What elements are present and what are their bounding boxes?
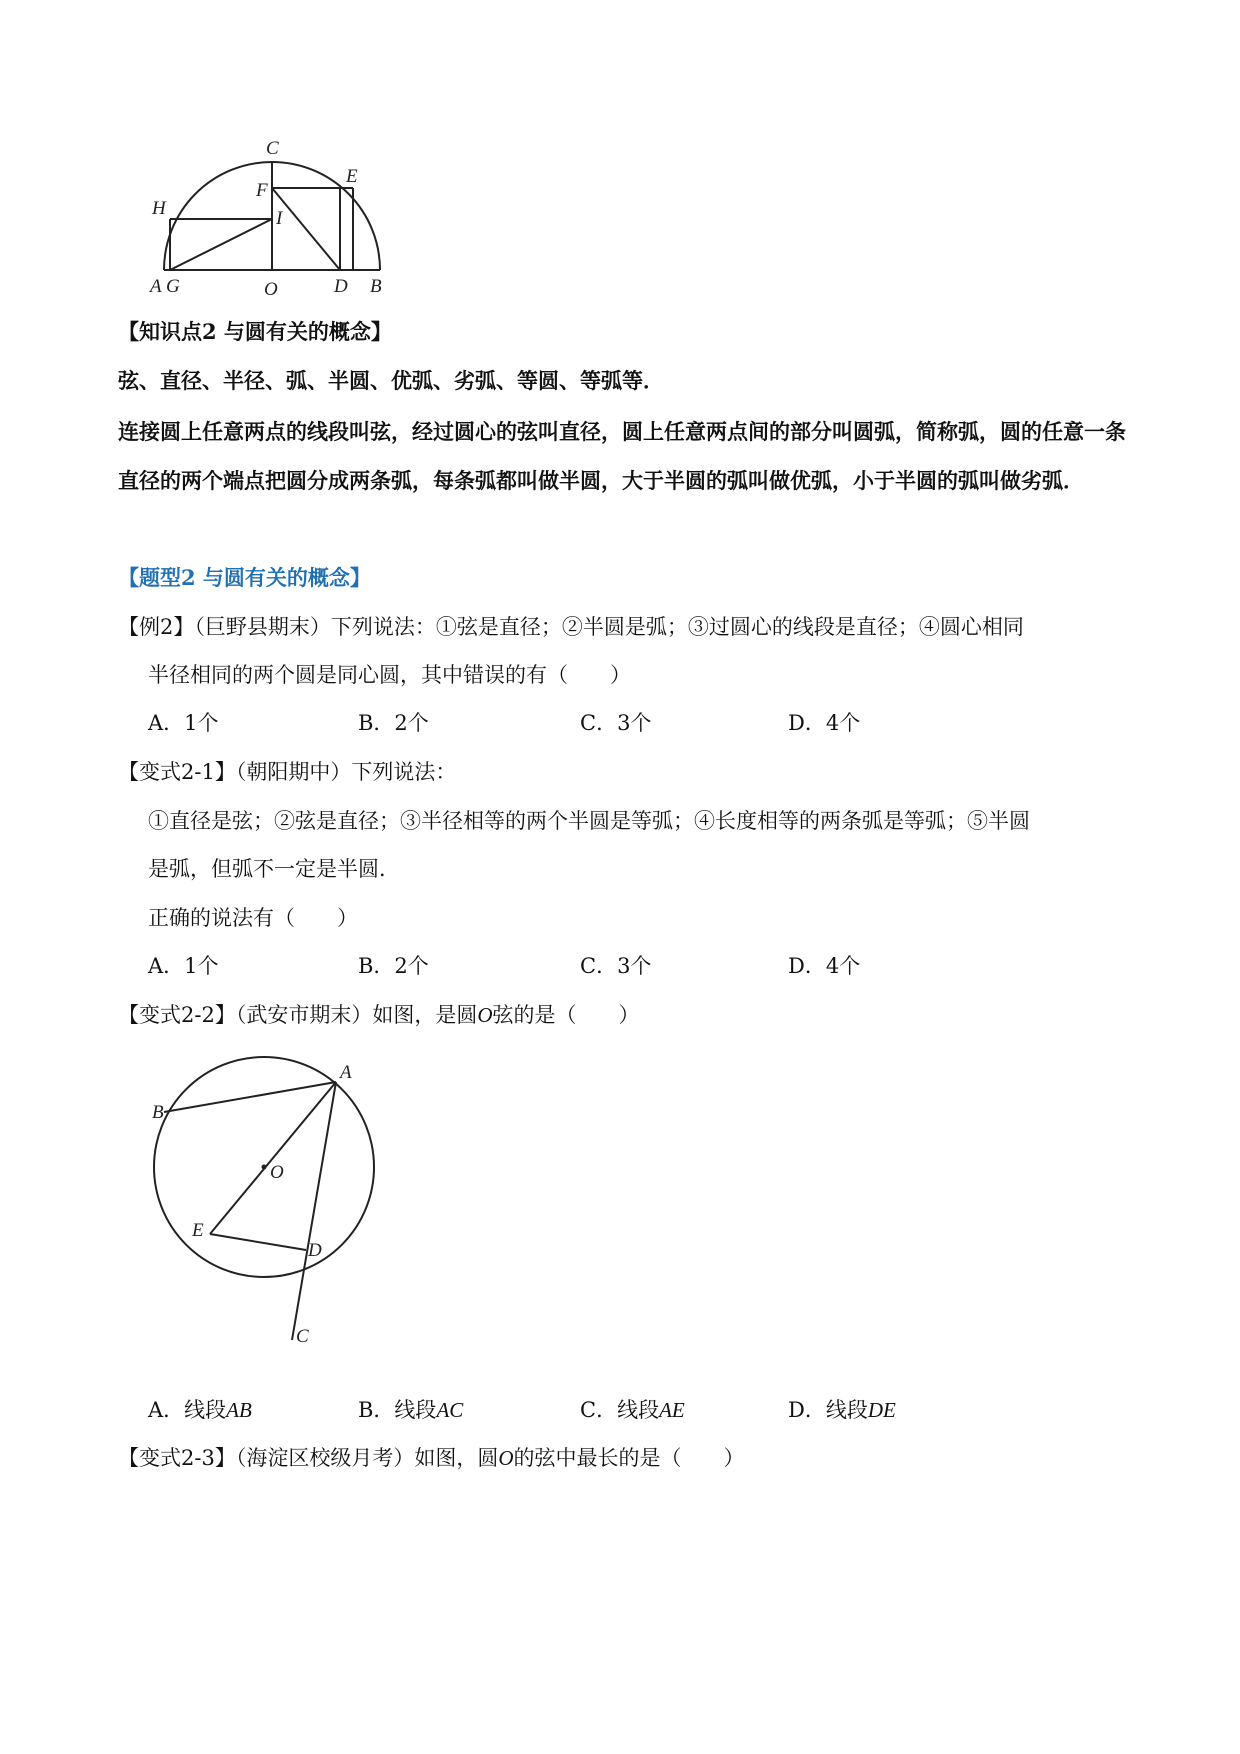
variant21-line2: ①直径是弦；②弦是直径；③半径相等的两个半圆是等弧；④长度相等的两条弧是等弧；⑤半圆 [148, 809, 1030, 833]
question-type-title: 【题型2 与圆有关的概念】 [118, 565, 371, 590]
label-A: A [340, 1062, 352, 1083]
example2-line1: 【例2】（巨野县期末）下列说法：①弦是直径；②半圆是弧；③过圆心的线段是直径；④圆心相同 [118, 615, 1024, 639]
label-A: A [150, 276, 162, 297]
variant22-option-a[interactable]: A．线段AB [148, 1398, 252, 1422]
variable-o: O [477, 1003, 493, 1027]
label-O: O [270, 1162, 284, 1183]
knowledge-point-title: 【知识点2 与圆有关的概念】 [118, 319, 392, 344]
variant22-question: 【变式2-2】（武安市期末）如图，是圆O弦的是（ ） [118, 1003, 640, 1027]
example2-option-a[interactable]: A．1个 [148, 711, 219, 735]
variant22-option-c[interactable]: C．线段AE [580, 1398, 685, 1422]
label-C: C [266, 138, 279, 159]
label-I: I [276, 208, 283, 229]
variable-o: O [498, 1446, 514, 1470]
variant21-line1: 【变式2-1】（朝阳期中）下列说法： [118, 760, 457, 784]
example2-option-d[interactable]: D．4个 [788, 711, 861, 735]
example2-option-b[interactable]: B．2个 [358, 711, 429, 735]
label-G: G [166, 276, 180, 297]
variant21-option-c[interactable]: C．3个 [580, 954, 652, 978]
label-F: F [256, 180, 268, 201]
label-E: E [192, 1220, 204, 1241]
label-D: D [308, 1240, 322, 1261]
concept-list: 弦、直径、半径、弧、半圆、优弧、劣弧、等圆、等弧等． [118, 368, 664, 393]
example2-option-c[interactable]: C．3个 [580, 711, 652, 735]
label-H: H [152, 198, 166, 219]
variant21-line3: 是弧，但弧不一定是半圆． [148, 857, 400, 881]
label-O: O [264, 279, 278, 300]
label-E: E [346, 166, 358, 187]
concept-definition: 连接圆上任意两点的线段叫弦，经过圆心的弦叫直径，圆上任意两点间的部分叫圆弧，简称弧，圆的任意一条直径的两个端点把圆分成两条弧，每条弧都叫做半圆，大于半圆的弧叫做优弧，小于半圆的弧叫做劣弧． [118, 419, 1126, 493]
variant21-option-a[interactable]: A．1个 [148, 954, 219, 978]
label-C: C [296, 1326, 309, 1347]
variant22-option-b[interactable]: B．线段AC [358, 1398, 464, 1422]
example2-line2: 半径相同的两个圆是同心圆，其中错误的有（ ） [148, 663, 631, 687]
label-B: B [370, 276, 382, 297]
label-D: D [334, 276, 348, 297]
label-B: B [152, 1102, 164, 1123]
variant22-option-d[interactable]: D．线段DE [788, 1398, 896, 1422]
figure-semicircle [140, 130, 410, 300]
variant21-line4: 正确的说法有（ ） [148, 906, 358, 930]
figure-circle [140, 1050, 390, 1350]
variant21-option-b[interactable]: B．2个 [358, 954, 429, 978]
variant23-question: 【变式2-3】（海淀区校级月考）如图，圆O的弦中最长的是（ ） [118, 1446, 745, 1470]
variant21-option-d[interactable]: D．4个 [788, 954, 861, 978]
